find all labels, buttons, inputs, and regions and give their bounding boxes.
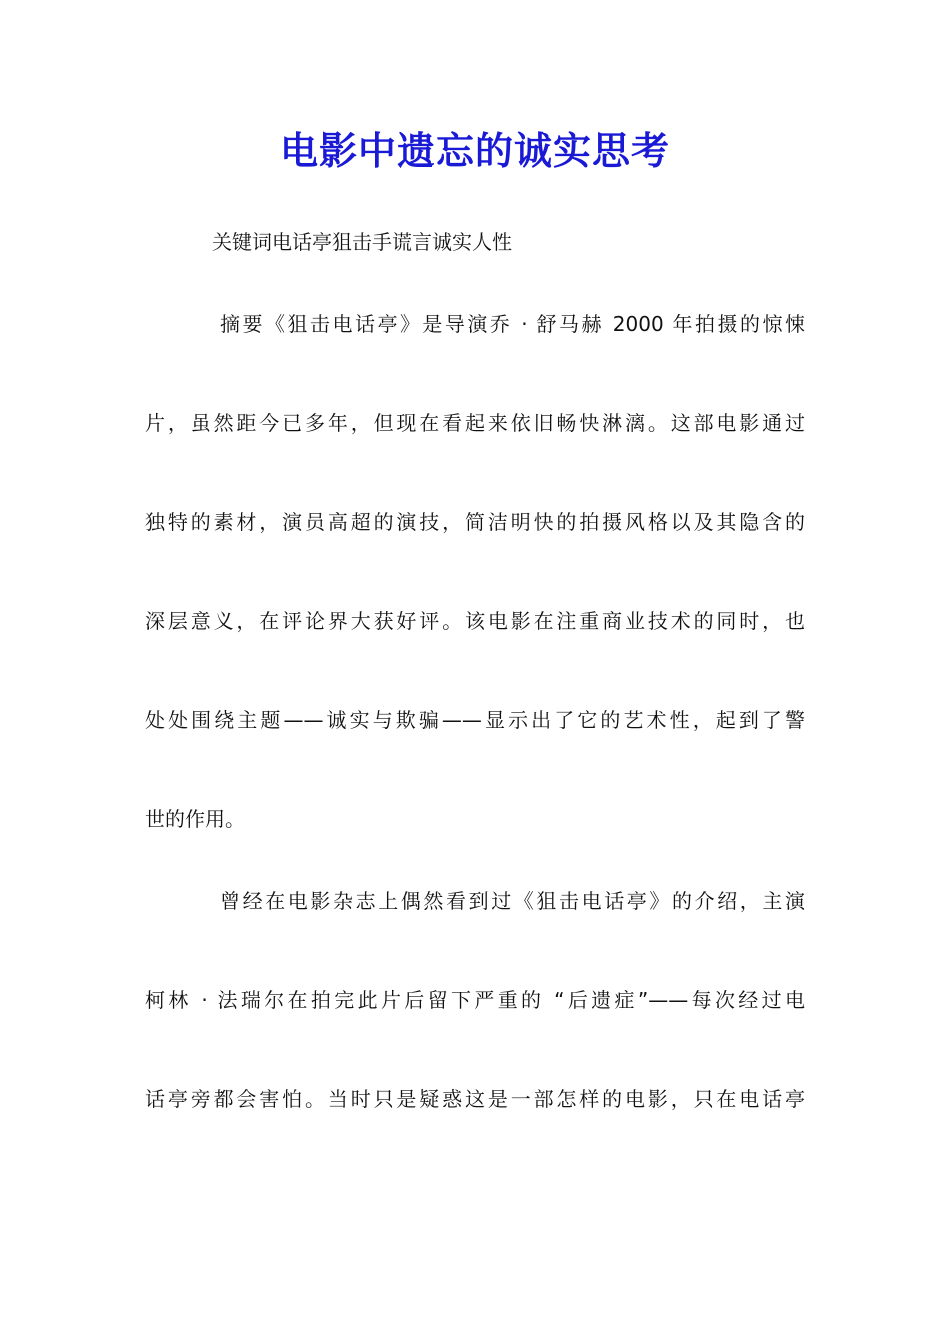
- document-title: 电影中遗忘的诚实思考: [279, 128, 670, 173]
- body-line: 曾经在电影杂志上偶然看到过《狙击电话亭》的介绍，主演: [220, 889, 805, 913]
- abstract-line: 处处围绕主题——诚实与欺骗——显示出了它的艺术性，起到了警: [145, 708, 805, 732]
- abstract-line: 片，虽然距今已多年，但现在看起来依旧畅快淋漓。这部电影通过: [145, 411, 805, 435]
- abstract-line: 独特的素材，演员高超的演技，简洁明快的拍摄风格以及其隐含的: [145, 510, 805, 534]
- abstract-line: 摘要《狙击电话亭》是导演乔 · 舒马赫 2000 年拍摄的惊悚: [220, 312, 805, 336]
- body-line: 柯林 · 法瑞尔在拍完此片后留下严重的 “后遗症”——每次经过电: [145, 988, 805, 1012]
- abstract-line: 世的作用。: [145, 807, 245, 831]
- body-line: 话亭旁都会害怕。当时只是疑惑这是一部怎样的电影，只在电话亭: [145, 1087, 805, 1111]
- abstract-line: 深层意义，在评论界大获好评。该电影在注重商业技术的同时，也: [145, 609, 805, 633]
- keywords-line: 关键词电话亭狙击手谎言诚实人性: [212, 230, 512, 254]
